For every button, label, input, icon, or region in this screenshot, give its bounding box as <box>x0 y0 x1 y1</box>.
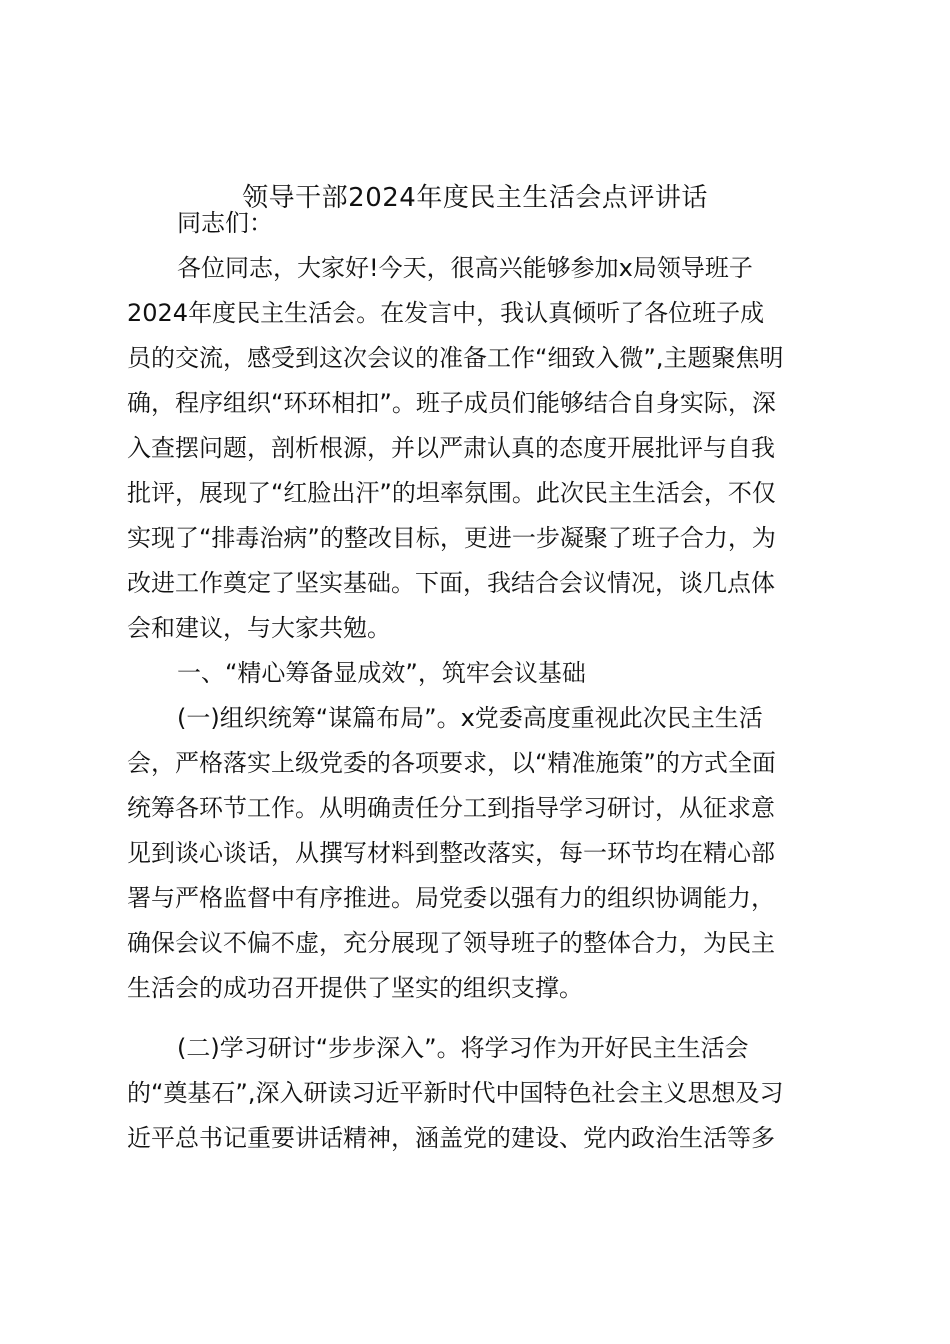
paragraph-line: 各位同志，大家好!今天，很高兴能够参加x局领导班子 <box>177 254 753 282</box>
paragraph-line: 确保会议不偏不虚，充分展现了领导班子的整体合力，为民主 <box>127 929 775 957</box>
paragraph-line: 入查摆问题，剖析根源，并以严肃认真的态度开展批评与自我 <box>127 434 775 462</box>
paragraph-line: 批评，展现了“红脸出汗”的坦率氛围。此次民主生活会，不仅 <box>127 479 776 507</box>
paragraph-line: 署与严格监督中有序推进。局党委以强有力的组织协调能力， <box>127 884 775 912</box>
document-title: 领导干部2024年度民主生活会点评讲话 <box>242 183 708 213</box>
salutation: 同志们： <box>177 209 273 237</box>
paragraph-line: (一)组织统筹“谋篇布局”。x党委高度重视此次民主生活 <box>177 704 763 732</box>
paragraph-line: 近平总书记重要讲话精神，涵盖党的建设、党内政治生活等多 <box>127 1124 775 1152</box>
paragraph-line: 生活会的成功召开提供了坚实的组织支撑。 <box>127 974 583 1002</box>
paragraph-line: 2024年度民主生活会。在发言中，我认真倾听了各位班子成 <box>127 299 765 327</box>
paragraph-line: 会和建议，与大家共勉。 <box>127 614 391 642</box>
paragraph-line: (二)学习研讨“步步深入”。将学习作为开好民主生活会 <box>177 1034 749 1062</box>
paragraph-line: 会，严格落实上级党委的各项要求，以“精准施策”的方式全面 <box>127 749 776 777</box>
paragraph-line: 统筹各环节工作。从明确责任分工到指导学习研讨，从征求意 <box>127 794 775 822</box>
section-heading: 一、“精心筹备显成效”，筑牢会议基础 <box>177 659 586 687</box>
paragraph-line: 确，程序组织“环环相扣”。班子成员们能够结合自身实际，深 <box>127 389 776 417</box>
paragraph-line: 员的交流，感受到这次会议的准备工作“细致入微”,主题聚焦明 <box>127 344 784 372</box>
paragraph-line: 见到谈心谈话，从撰写材料到整改落实，每一环节均在精心部 <box>127 839 775 867</box>
paragraph-line: 的“奠基石”,深入研读习近平新时代中国特色社会主义思想及习 <box>127 1079 784 1107</box>
paragraph-line: 改进工作奠定了坚实基础。下面，我结合会议情况，谈几点体 <box>127 569 775 597</box>
paragraph-line: 实现了“排毒治病”的整改目标，更进一步凝聚了班子合力，为 <box>127 524 776 552</box>
